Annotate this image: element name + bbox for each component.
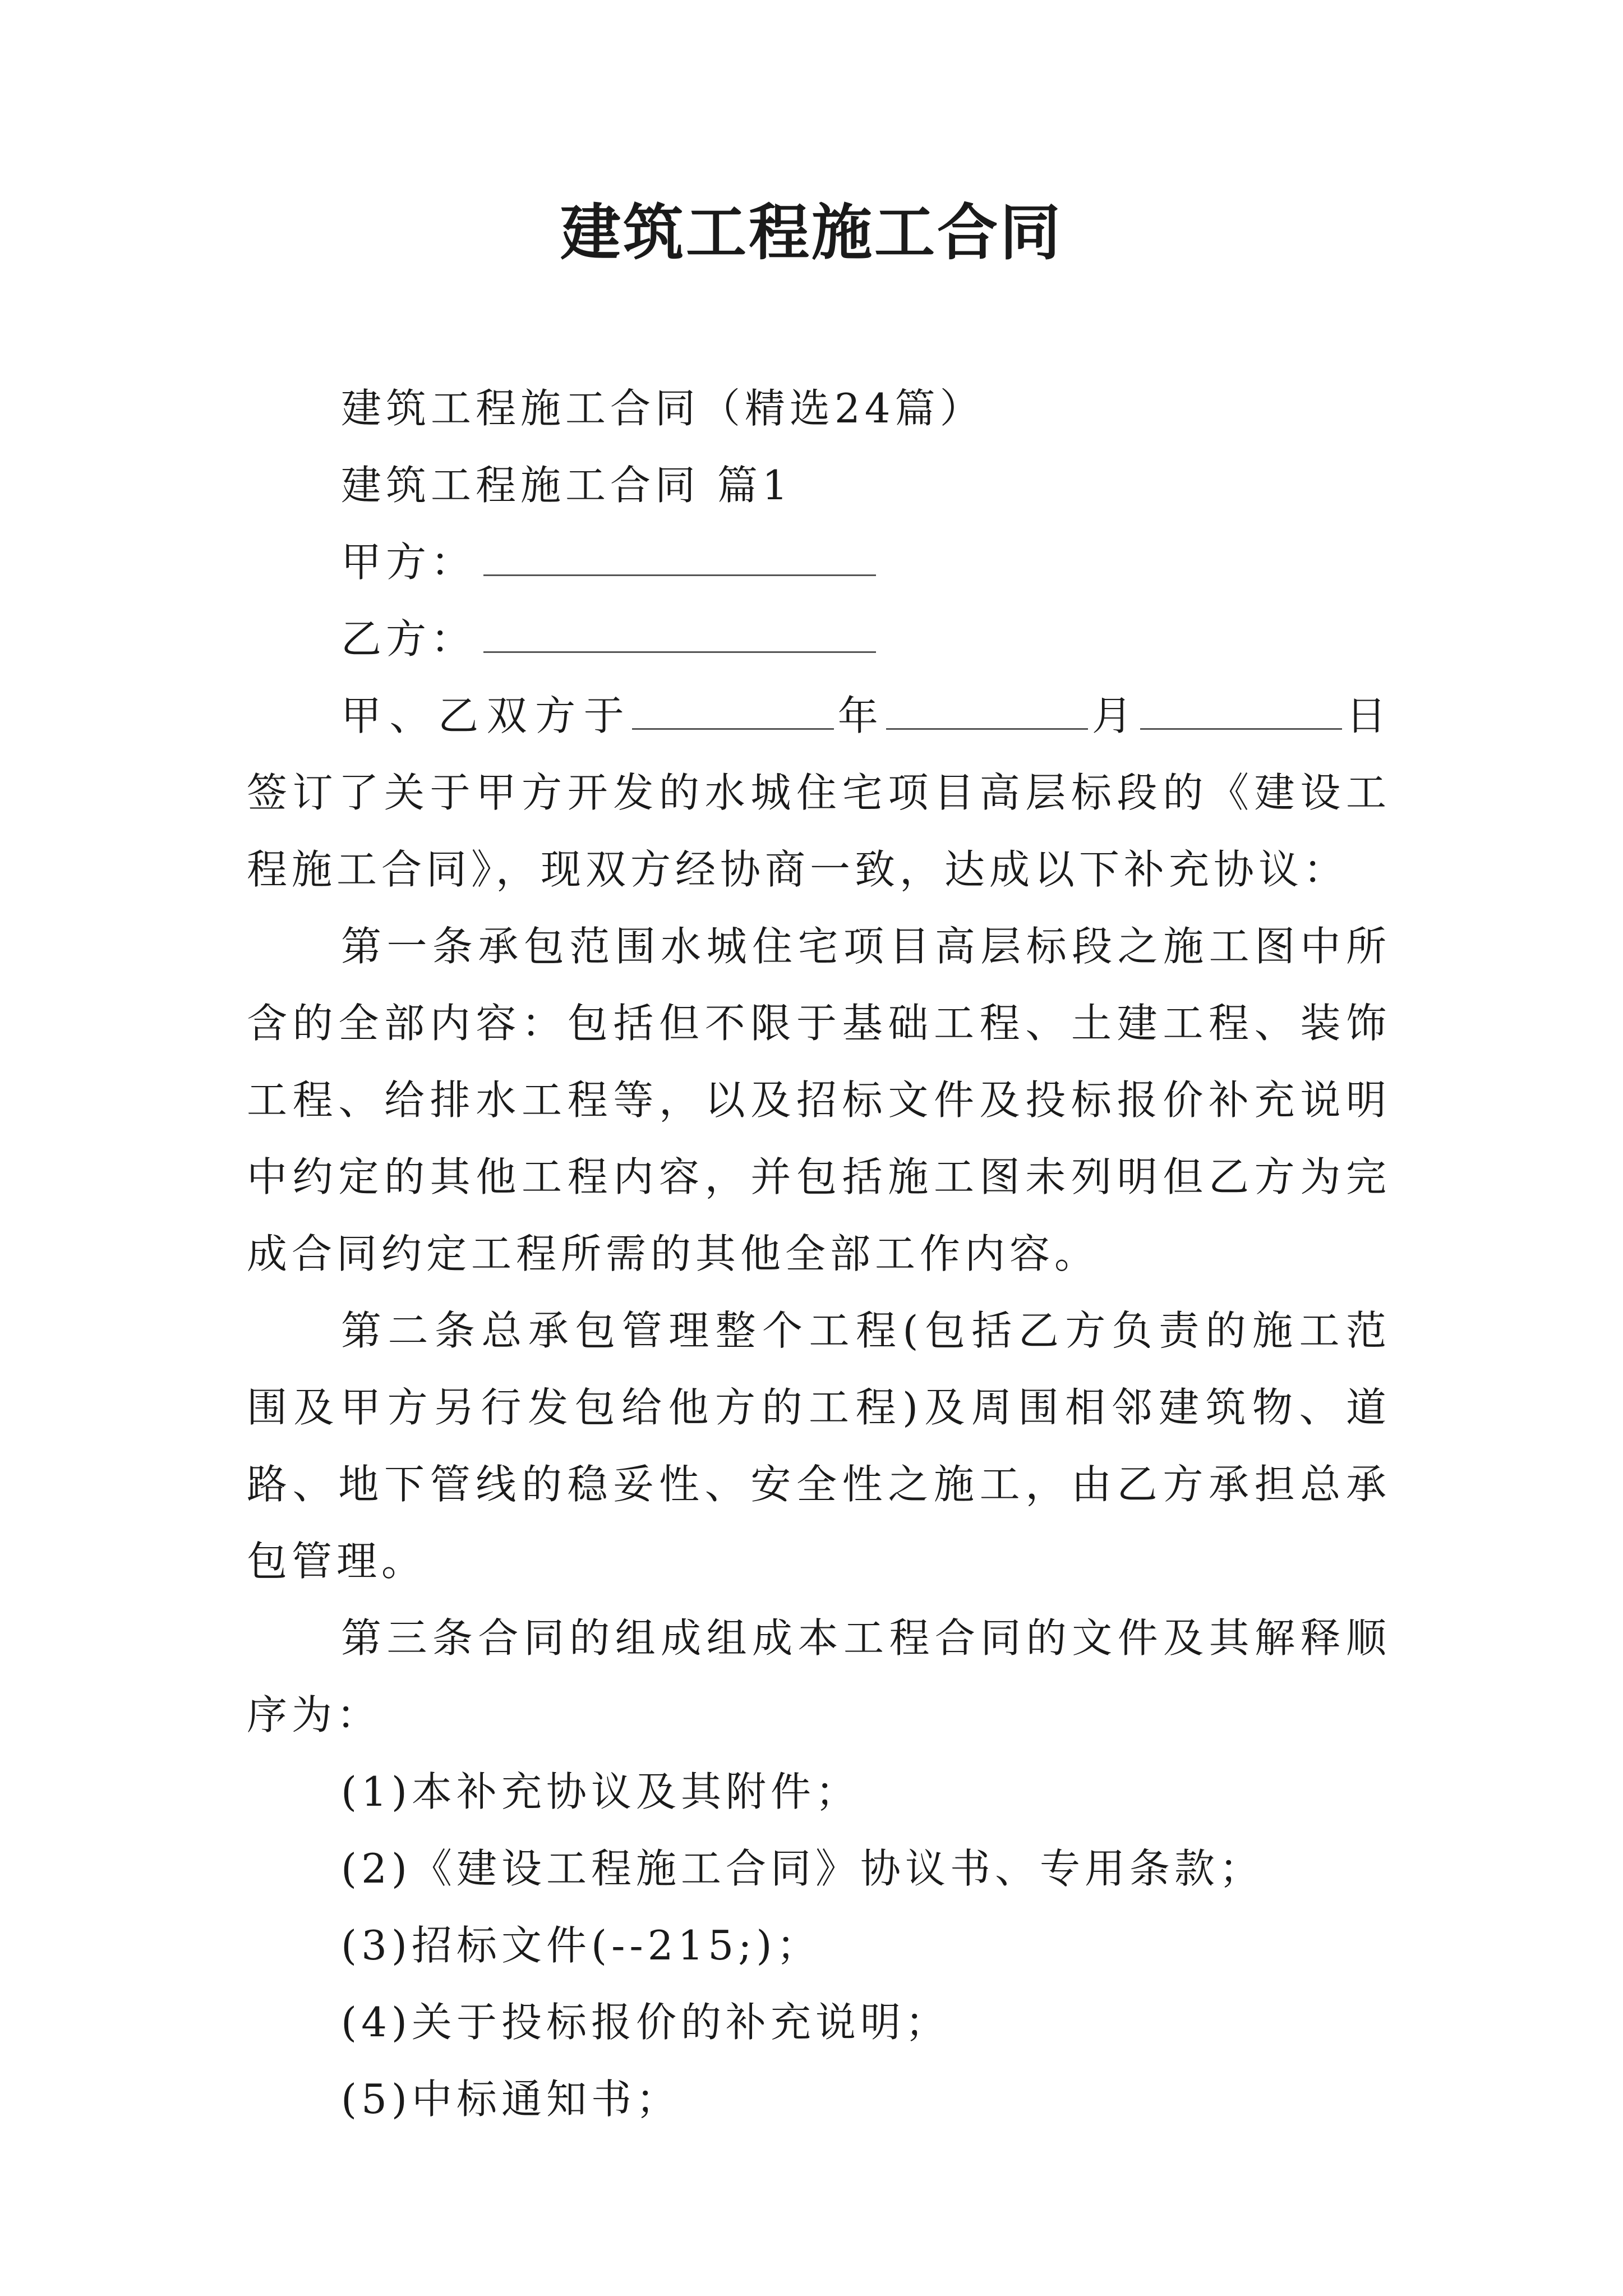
party-b-line xyxy=(247,601,1391,678)
party-b-blank xyxy=(483,608,876,653)
list-item: (3)招标文件(--215;)； xyxy=(341,1922,822,1969)
sign-date-prefix: 甲、乙双方于 xyxy=(341,692,633,739)
subtitle: 建筑工程施工合同（精选24篇） xyxy=(341,385,985,432)
party-a-blank xyxy=(483,531,876,576)
day-blank xyxy=(1140,684,1342,730)
section-heading: 建筑工程施工合同 篇1 xyxy=(341,462,792,509)
document-body xyxy=(247,370,1391,2138)
article-1: 第一条承包范围水城住宅项目高层标段之施工图中所含的全部内容：包括但不限于基础工程、土建工程、装饰工程、给排水工程等，以及招标文件及投标报价补充说明中约定的其他工程内容，并包括施工图未列明但乙方为完成合同约定工程所需的其他全部工作内容。 xyxy=(247,923,1391,1277)
year-label: 年 xyxy=(834,692,887,739)
list-item: (1)本补充协议及其附件； xyxy=(341,1768,860,1815)
list-item: (4)关于投标报价的补充说明； xyxy=(341,1999,950,2046)
list-item: (5)中标通知书； xyxy=(341,2076,681,2123)
sign-date-rest: 日签订了关于甲方开发的水城住宅项目高层标段的《建设工程施工合同》，现双方经协商一致，达成以下补充协议： xyxy=(247,692,1391,893)
year-blank xyxy=(632,684,834,730)
list-item: (2)《建设工程施工合同》协议书、专用条款； xyxy=(341,1845,1264,1892)
month-blank xyxy=(886,684,1088,730)
document-title: 建筑工程施工合同 xyxy=(560,197,1063,268)
month-label: 月 xyxy=(1088,692,1141,739)
article-2: 第二条总承包管理整个工程(包括乙方负责的施工范围及甲方另行发包给他方的工程)及周围相邻建筑物、道路、地下管线的稳妥性、安全性之施工，由乙方承担总承包管理。 xyxy=(247,1307,1391,1585)
party-a-label: 甲方： xyxy=(341,539,476,586)
sign-date-paragraph xyxy=(247,678,1391,908)
party-a-line xyxy=(247,524,1391,601)
article-3: 第三条合同的组成组成本工程合同的文件及其解释顺序为： xyxy=(247,1614,1391,1738)
party-b-label: 乙方： xyxy=(341,615,476,662)
